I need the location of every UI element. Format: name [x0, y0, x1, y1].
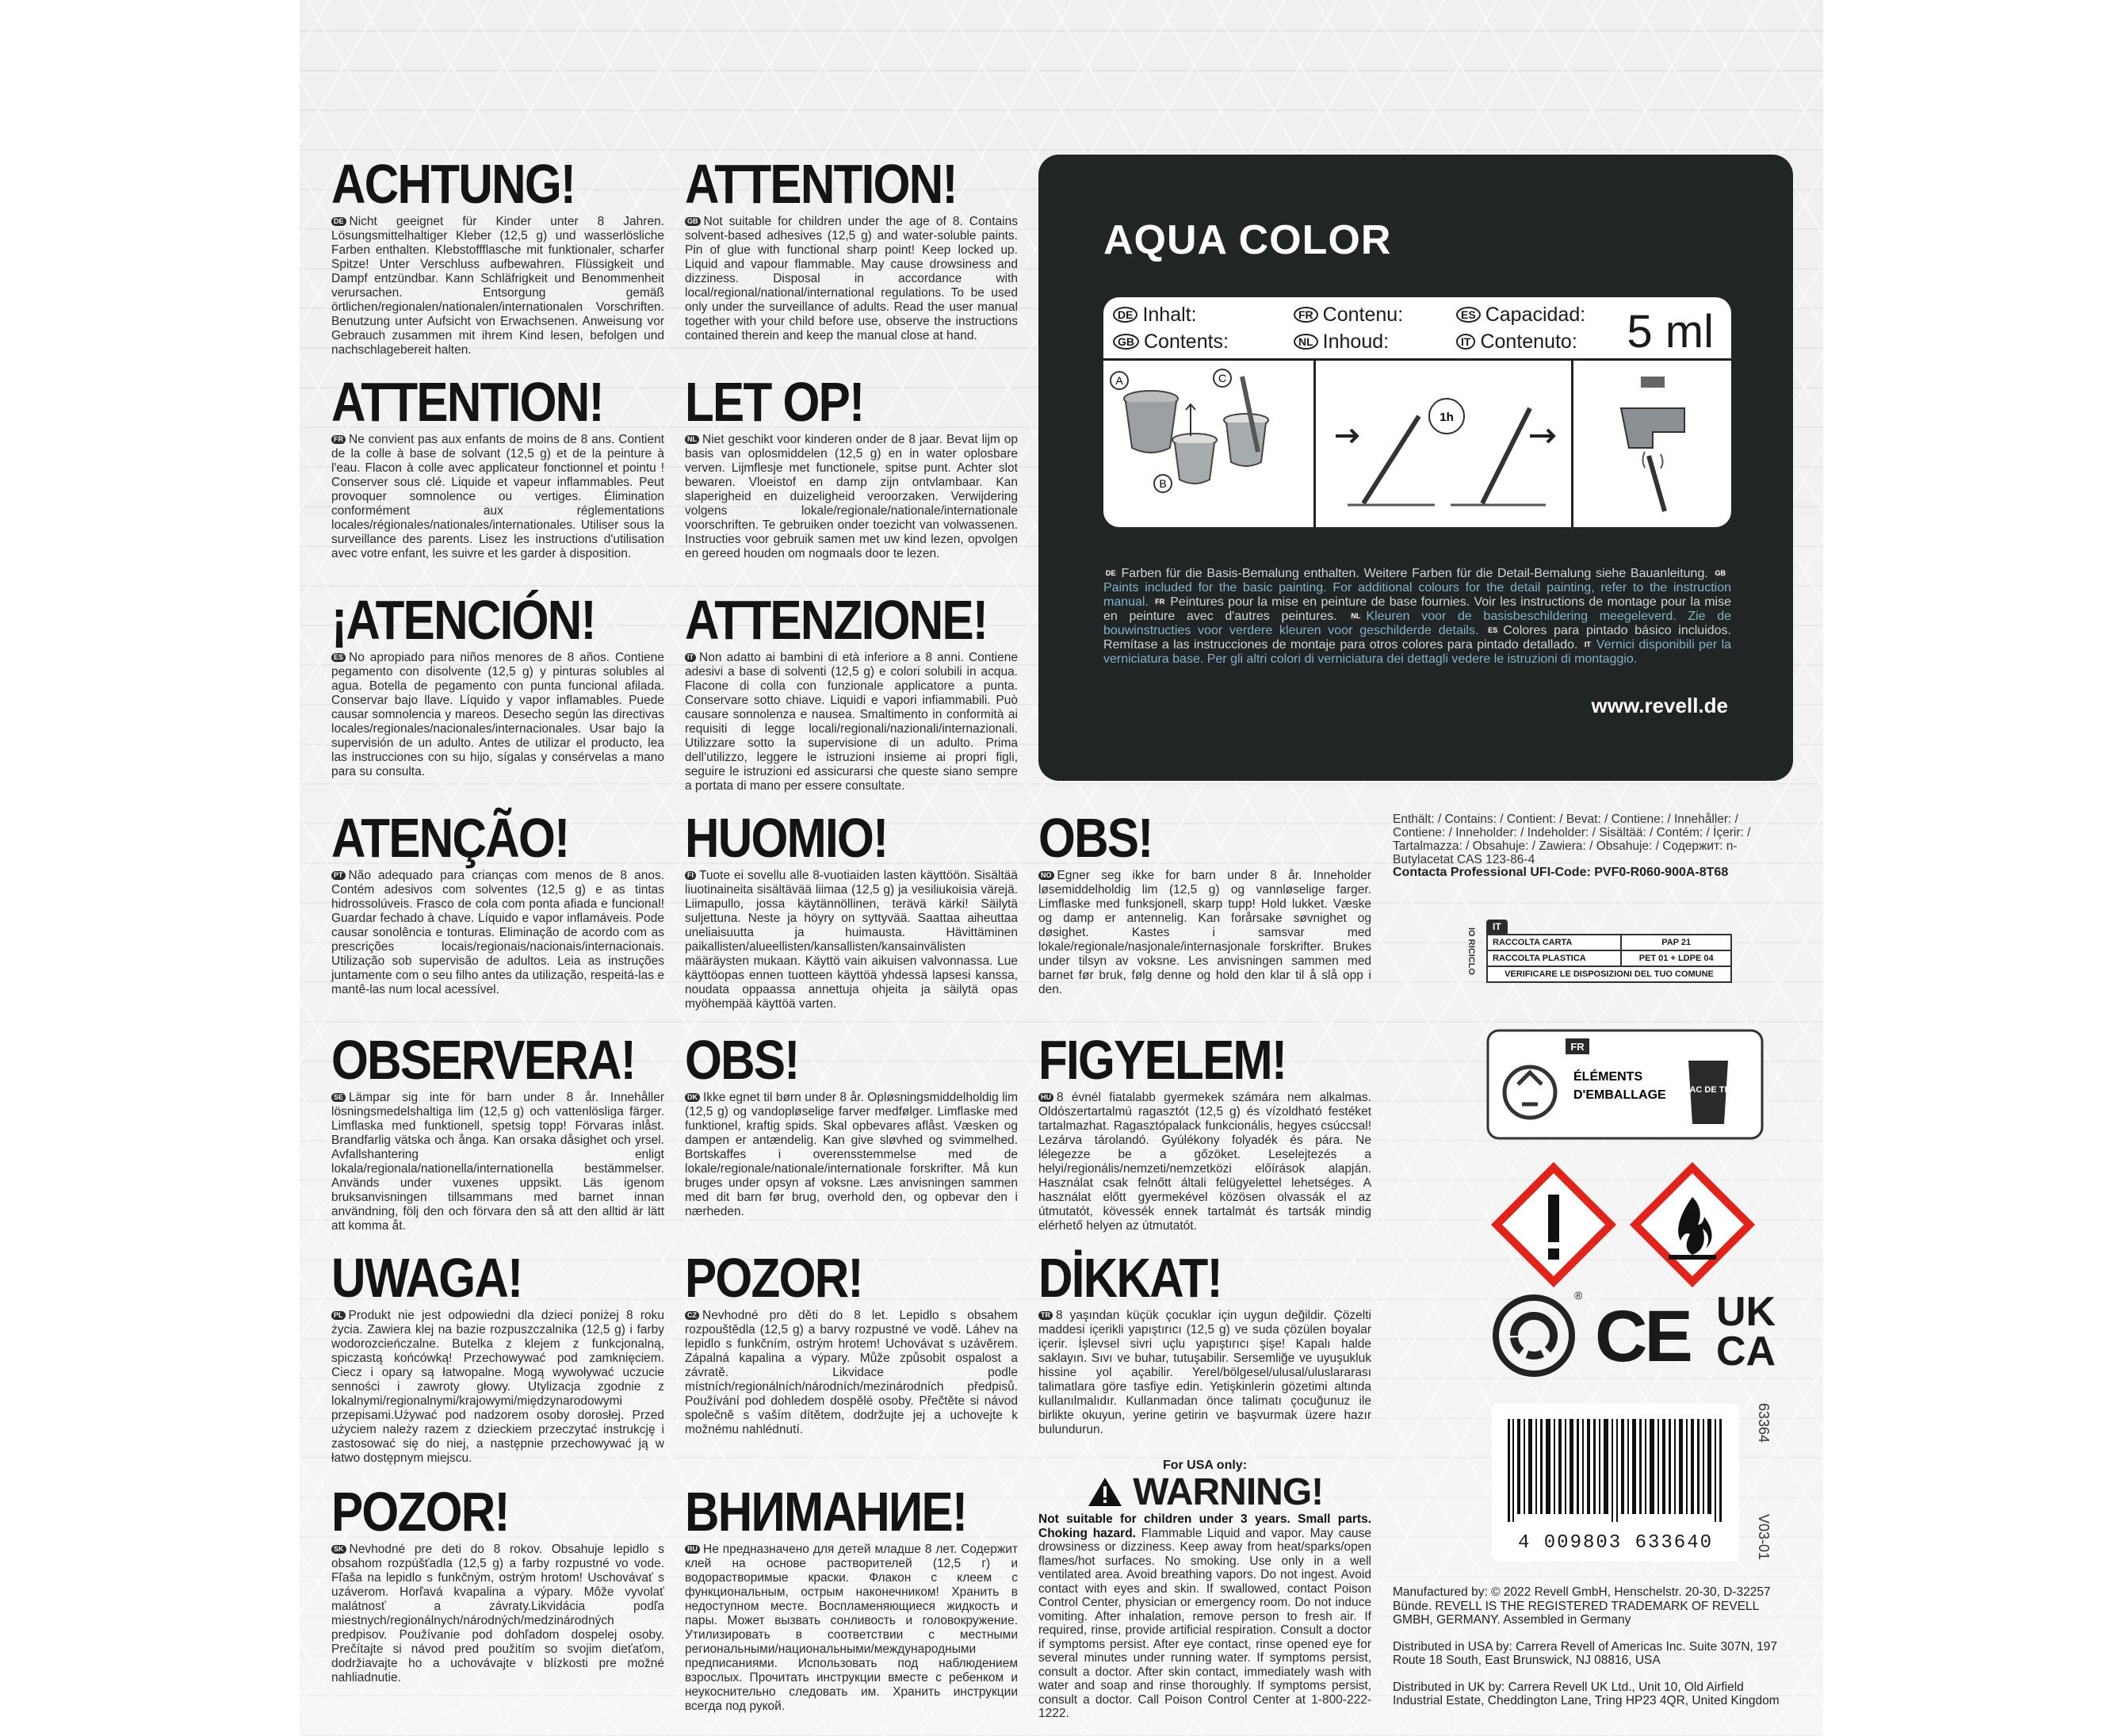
warning-text: NL Niet geschikt voor kinderen onder de 8 jaar. Bevat lijm op basis van oplosmiddelen (12,5 g) en in water oplosbare verven. Lijmflesje met functionele, spitse punt. Achter slot bewaren. Vloeistof en damp zijn ontvlambaar. Kan slaperigheid en duizeligheid veroorzaken. Verwijdering volgens lokale/regionale/nationale/internationale voorschriften. Te gebruiken onder toezicht van volwassenen. Instructies voor gebruik samen met uw kind lezen, opvolgen en gereed houden om nogmaals door te lezen. [685, 433, 1018, 560]
svg-text:C: C [1218, 372, 1227, 384]
warning-block-fi [685, 809, 1018, 1011]
note-gb: Paints included for the basic painting. For additional colours for the detail painting, refer to the instruction manual. [1103, 581, 1731, 609]
svg-text:B: B [1159, 477, 1167, 490]
contents-box [1103, 297, 1731, 527]
language-badge: NL [685, 435, 699, 444]
usa-warning-block [1038, 1459, 1371, 1721]
warning-text: TR 8 yaşından küçük çocuklar için uygun değildir. Çözelti maddesi içerikli yapıştırıcı (12,5 g) ve suda çözülen boyalar içerir. İşlevsel sivri uçlu yapıştırıcı şişe! Kapalı halde saklayın. Sıvı ve buhar, tutuşabilir. Sersemliğe ve uyuşukluk hissine yol açabilir. Yerel/bölgesel/ulusal/uluslararası talimatlara göre tasfiye edin. Yetişkinlerin gözetimi altında kullanılmalıdır. Kullanmadan önce talimatı çocuğunuz ile birlikte okuyun, yerine getirin ve başvurmak üzere hazır bulundurun. [1038, 1309, 1371, 1436]
table-cell: PAP 21 [1621, 935, 1731, 950]
article-number: 63364 [1756, 1403, 1772, 1443]
warning-title: ATTENTION! [685, 153, 957, 215]
warning-text: GB Not suitable for children under the age of 8. Contains solvent-based adhesives (12,5 g) and water-soluble paints. Pin of glue with functional sharp point! Keep locked up. Liquid and vapour flammable. May cause drowsiness and dizziness. Disposal in accordance with local/regional/national/international regulations. To be used only under the surveillance of adults. Read the user manual together with your child before use, observe the instructions contained therein and keep the manual close at hand. [685, 215, 1018, 342]
table-cell: VERIFICARE LE DISPOSIZIONI DEL TUO COMUNE [1487, 966, 1731, 982]
warning-title: ВНИМАНИЕ! [685, 1481, 967, 1543]
table-cell: RACCOLTA CARTA [1487, 935, 1621, 950]
contents-label-de: DE Inhalt: [1113, 304, 1197, 327]
language-badge: GB [1713, 569, 1729, 578]
warning-block-hu [1038, 1031, 1371, 1233]
contents-label-it: IT Contenuto: [1456, 331, 1577, 354]
warning-title: OBS! [685, 1029, 799, 1091]
warning-title: LET OP! [685, 371, 864, 433]
ufi-code: Contacta Professional UFI-Code: PVF0-R060-900A-8T68 [1393, 866, 1729, 879]
language-badge: DE [331, 217, 346, 226]
language-badge: NO [1038, 871, 1054, 880]
certification-marks [1490, 1289, 1791, 1387]
warning-title: ATTENTION! [331, 371, 603, 433]
warning-block-nl [685, 373, 1018, 561]
warning-title: ¡ATENCIÓN! [331, 589, 595, 651]
paint-brush-icon [1316, 361, 1573, 527]
table-row [1487, 966, 1731, 982]
manufacturer-info [1393, 1585, 1789, 1721]
warning-text: DE Nicht geeignet für Kinder unter 8 Jahren. Lösungsmittelhaltiger Kleber (12,5 g) und wasserlösliche Farben enthalten. Klebstoffflasche mit funktionaler, scharfer Spitze! Unter Verschluss aufbewahren. Flüssigkeit und Dampf entzündbar. Kann Schläfrigkeit und Benommenheit verursachen. Entsorgung gemäß örtlichen/regionalen/nationalen/internationalen Vorschriften. Benutzung unter Aufsicht von Erwachsenen. Anweisung vor Gebrauch zusammen mit ihrem Kind lesen, befolgen und nachschlagebereit halten. [331, 215, 664, 357]
barcode-number: 4 009803 633640 [1517, 1532, 1714, 1554]
paint-pot-icon [1103, 361, 1313, 527]
warning-block-pl [331, 1248, 664, 1466]
step-open-paint-pots [1103, 361, 1313, 527]
language-badge: TR [1038, 1311, 1053, 1320]
language-badge: SE [331, 1093, 346, 1102]
version-code: V03-01 [1756, 1514, 1772, 1561]
distributed-usa: Distributed in USA by: Carrera Revell of Americas Inc. Suite 307N, 197 Route 18 South, East Brunswick, NJ 08816, USA [1393, 1639, 1778, 1667]
warning-text: FR Ne convient pas aux enfants de moins de 8 ans. Contient de la colle à base de solvant (12,5 g) et de la peinture à l'eau. Flacon à colle avec applicateur fonctionnel et pointu ! Conserver sous clé. Liquide et vapeur inflammables. Peut provoquer somnolence ou vertiges. Élimination conformément aux réglementations locales/régionales/nationales/internationales. Utiliser sous la surveillance des parents. Lisez les instructions d'utilisation avec votre enfant, les suivre et les garder à disposition. [331, 433, 664, 560]
warning-text: NO Egner seg ikke for barn under 8 år. Inneholder løsemiddelholdig lim (12,5 g) og vannløselige farger. Limflaske med funksjonell, skarp tupp! Hold lukket. Væske og damp er antennelig. Kan forårsake søvnighet og døsighet. Kastes i samsvar med lokale/regionale/nasjonale/internasjonale forskrifter. Brukes under tilsyn av voksne. Les anvisningen sammen med barnet før bruk, følg denne og hold den klar til å slå opp i den. [1038, 869, 1371, 996]
table-row [1487, 950, 1731, 966]
svg-text:ÉLÉMENTS: ÉLÉMENTS [1573, 1070, 1643, 1084]
note-it: Vernici disponibili per la verniciatura base. Per gli altri colori di verniciatura dei dettagli vedere le istruzioni di montaggio. [1103, 638, 1732, 666]
website-url: www.revell.de [1591, 694, 1728, 717]
contents-label-fr: FR Contenu: [1294, 304, 1403, 327]
warning-text: FI Tuote ei sovellu alle 8-vuotiaiden lasten käyttöön. Sisältää liuotinaineita sisältävää liimaa (12,5 g) ja vesiliukoisia värejä. Liimapullo, jossa käytännöllinen, terävä kärki! Säilytä suljettuna. Neste ja höyry on syttyvää. Saattaa aiheuttaa uneliaisuutta ja huimausta. Hävittäminen paikallisten/alueellisten/kansallisten/kansainvälisten määräysten mukaan. Käyttö vain aikuisen valvonnassa. Lue käyttöopas ennen tuotteen käyttöä yhdessä lapsesi kanssa, noudata oppaassa annettuja ohjeita ja säilytä opas myöhempää käyttöä varten. [685, 869, 1018, 1011]
warning-text: HU 8 évnél fiatalabb gyermekek számára nem alkalmas. Oldószertartalmú ragasztót (12,5 g) és vízoldható festéket tartalmazhat. Ragasztópalack funkcionális, hegyes csúccsal! Lezárva tárolandó. Gyúlékony folyadék és pára. Ne lélegezze be a gőzöket. Leselejtezés a helyi/regionális/nemzeti/nemzetközi előírások alapján. Használat csak felnőtt általi felügyelettel lehetséges. A használat előtt gyermekével közösen olvassák el az útmutatót, kövessék ennek tartalmát és tartsák mindig elérhető helyen az útmutatót. [1038, 1091, 1371, 1233]
language-badge: FR [331, 435, 346, 444]
warning-block-fr [331, 373, 664, 561]
warning-block-no [1038, 809, 1371, 997]
warning-text: RU Не предназначено для детей младше 8 лет. Содержит клей на основе растворителей (12,5 г) и водорастворимые краски. Флакон с клеем с функциональным, острым наконечником! Хранить в недоступном месте. Воспламеняющиеся жидкость и пары. Может вызвать сонливость и головокружение. Утилизировать в соответствии с местными региональными/национальными/международными предписаниями. Использовать под наблюдением взрослых. Прочитать инструкции вместе с ребенком и неукоснительно следовать им. Хранить инструкции всегда под рукой. [685, 1543, 1018, 1713]
ce-mark: CE [1595, 1296, 1690, 1377]
green-dot-icon [1490, 1292, 1577, 1379]
warning-block-sk [331, 1482, 664, 1685]
warning-text: CZ Nevhodné pro děti do 8 let. Lepidlo s obsahem rozpouštědla (12,5 g) a barvy rozpustné ve vodě. Láhev na lepidlo s funkčním, ostrým hrotem! Uchovávat s uzávěrem. Zápalná kapalina a výpary. Může způsobit ospalost a závratě. Likvidace podle místních/regionálních/národních/mezinárodních předpisů. Používání pod dohledem dospělé osoby. Přečtěte si návod společně s vaším dítětem, dodržujte jej a uchovejte k možnému nahlédnutí. [685, 1309, 1018, 1436]
svg-text:1h: 1h [1440, 411, 1454, 424]
aqua-color-card [1038, 155, 1793, 781]
warning-title: ATENÇÃO! [331, 807, 569, 869]
step-wash-brush [1571, 361, 1731, 527]
io-riciclo-label: IO RICICLO [1466, 927, 1476, 975]
table-cell: RACCOLTA PLASTICA [1487, 950, 1621, 966]
warning-block-cz [685, 1248, 1018, 1437]
warning-title: HUOMIO! [685, 807, 888, 869]
distributed-uk: Distributed in UK by: Carrera Revell UK Ltd., Unit 10, Old Airfield Industrial Estate, Cheddington Lane, Tring HP23 4QR, United Kingdom [1393, 1680, 1780, 1707]
language-badge: FR [1153, 598, 1167, 606]
warning-text: PL Produkt nie jest odpowiedni dla dzieci poniżej 8 roku życia. Zawiera klej na bazie rozpuszczalnika (12,5 g) i farby wodorozcieńczalne. Butelka z klejem z funkcjonalną, spiczastą końcówką! Przechowywać pod zamknięciem. Ciecz i opary są łatwopalne. Mogą wywoływać uczucie senności i zawroty głowy. Utylizacja zgodnie z lokalnymi/regionalnymi/krajowymi/międzynarodowymi przepisami.Używać pod nadzorem osoby dorosłej. Przed użyciem należy razem z dzieckiem przeczytać instrukcję i zastosować się do niej, a następnie przechowywać ją w łatwo dostępnym miejscu. [331, 1309, 664, 1465]
step-paint-and-dry [1313, 361, 1571, 527]
language-badge: ES [1485, 626, 1500, 635]
language-badge: HU [1038, 1093, 1053, 1102]
warning-title: ATTENZIONE! [685, 589, 988, 651]
language-badge: PL [331, 1311, 346, 1320]
language-badge: PT [331, 871, 346, 880]
note-fr: Peintures pour la mise en peinture de base fournies. Voir les instructions de montage pour la mise en peinture avec d'autres peintures. [1103, 595, 1731, 623]
barcode [1492, 1403, 1739, 1562]
svg-text:A: A [1115, 374, 1123, 387]
warning-title: OBSERVERA! [331, 1029, 636, 1091]
language-badge: FI [685, 871, 696, 880]
note-de: Farben für die Basis-Bemalung enthalten. Weitere Farben für die Detail-Bemalung siehe Bauanleitung. [1121, 567, 1708, 580]
warning-block-de [331, 155, 664, 358]
language-badge: RU [685, 1545, 700, 1554]
language-badge: DE [1103, 569, 1118, 578]
language-badge: GB [685, 217, 701, 226]
manufactured-by: Manufactured by: © 2022 Revell GmbH, Henschelstr. 20-30, D-32257 Bünde. REVELL IS THE REGISTERED TRADEMARK OF REVELL GMBH, GERMANY. Assembled in Germany [1393, 1585, 1771, 1627]
language-badge: SK [331, 1545, 346, 1554]
contents-label-gb: GB Contents: [1113, 331, 1229, 354]
barcode-bars-icon [1492, 1411, 1739, 1530]
warning-block-se [331, 1031, 664, 1233]
svg-text:BAC DE TRI: BAC DE TRI [1683, 1085, 1734, 1095]
warning-text: PT Não adequado para crianças com menos de 8 anos. Contém adesivos com solventes (12,5 g) e as tintas hidrossolúveis. Frasco de cola com ponta afiada e funcional! Guardar fechado à chave. Líquido e vapor inflamáveis. Pode causar sonolência e tonturas. Eliminação de acordo com as prescrições locais/regionais/nacionais/internacionais. Utilização sob supervisão de adultos. Leia as instruções juntamente com o seu filho antes da utilização, respeitá-las e mantê-las num local acessível. [331, 869, 664, 996]
warning-block-pt [331, 809, 664, 997]
warning-block-es [331, 591, 664, 779]
language-badge: IT [1582, 640, 1593, 649]
warning-text: SE Lämpar sig inte för barn under 8 år. Innehåller lösningsmedelshaltiga lim (12,5 g) och vattenlösliga färger. Limflaska med funktionell, spetsig topp! Förvaras inlåst. Brandfarlig vätska och ånga. Kan orsaka dåsighet och yrsel. Avfallshantering enligt lokala/regionala/nationella/internationella bestämmelser. Används under vuxenes uppsikt. Läs igenom bruksanvisningen tillsammans med barnet innan användning, följ den och förvara den så att den alltid är lätt att komma åt. [331, 1091, 664, 1233]
aqua-color-title: AQUA COLOR [1103, 217, 1392, 263]
usa-warning-heading: WARNING! [1038, 1473, 1371, 1512]
table-cell: PET 01 + LDPE 04 [1621, 950, 1731, 966]
warning-block-it [685, 591, 1018, 793]
usa-warning-text: Not suitable for children under 3 years. Small parts. Choking hazard. Flammable Liquid and vapor. May cause drowsiness or dizziness. Keep away from heat/sparks/open flames/hot surfaces. No smoking. Use only in a well ventilated area. Avoid breathing vapors. Do not ingest. Avoid contact with eyes and skin. If swallowed, contact Poison Control Center, physician or emergency room. Do not induce vomiting. After inhalation, remove person to fresh air. If required, rinse, provide artificial respiration. Consult a doctor if symptoms persist. After eye contact, rinse opened eye for several minutes under running water. If symptoms persist, consult a doctor. After skin contact, immediately wash with water and soap and rinse thoroughly. If symptoms persist, consult a doctor. Call Poison Control Center at 1-800-222-1222. [1038, 1512, 1371, 1720]
italian-recycling-table [1486, 920, 1732, 999]
registered-mark: ® [1574, 1289, 1583, 1302]
table-row [1487, 935, 1731, 950]
hazard-pictograms [1490, 1161, 1760, 1296]
language-badge: IT [685, 653, 696, 662]
contents-row [1103, 297, 1731, 361]
water-tap-icon [1573, 361, 1731, 527]
warning-title: UWAGA! [331, 1247, 522, 1309]
warning-title: POZOR! [685, 1247, 862, 1309]
contents-label-es: ES Capacidad: [1456, 304, 1585, 327]
triman-recycling-box [1486, 1029, 1764, 1140]
language-badge: DK [685, 1093, 700, 1102]
language-badge: NL [1348, 612, 1363, 621]
aqua-notes [1103, 567, 1731, 667]
warning-text: IT Non adatto ai bambini di età inferiore a 8 anni. Contiene adesivi a base di solventi (12,5 g) e colori solubili in acqua. Flacone di colla con funzionale applicatore a punta. Conservare sotto chiave. Liquidi e vapori infiammabili. Può causare sonnolenza e nausea. Smaltimento in conformità ai requisiti di legge locali/regionali/nazionali/internazionali. Utilizzare sotto la supervisione di un adulto. Prima dell'utilizzo, leggere le istruzioni insieme ai propri figli, seguire le istruzioni ed assicurarsi che queste siano sempre a portata di mano per essere consultate. [685, 651, 1018, 793]
recycling-tag-it: IT [1486, 920, 1508, 934]
warning-title: ACHTUNG! [331, 153, 575, 215]
triman-icon [1486, 1029, 1764, 1140]
warning-title: FIGYELEM! [1038, 1029, 1287, 1091]
contains-statement: Enthält: / Contains: / Contient: / Bevat: / Contiene: / Innehåller: / Contiene: / Inneholder: / Indeholder: / Sisältää: / Contém: / İçerir: / Tartalmazza: / Obsahuje: / Zawiera: / Obsahuje: / Содержит: n-Butylacetat CAS 123-86-4 [1393, 813, 1751, 866]
language-badge: CZ [685, 1311, 699, 1320]
warning-title: DİKKAT! [1038, 1247, 1222, 1309]
warning-title: OBS! [1038, 807, 1153, 869]
warning-block-dk [685, 1031, 1018, 1219]
volume-value: 5 ml [1627, 306, 1714, 358]
svg-text:FR: FR [1570, 1041, 1585, 1053]
note-nl: Kleuren voor de basisbeschildering meegeleverd. Zie de bouwinstructies voor verdere kleuren voor geschilderde details. [1103, 610, 1731, 637]
language-badge: ES [331, 653, 346, 662]
recycling-table [1486, 934, 1732, 983]
ukca-mark: UK CA [1716, 1289, 1776, 1375]
warning-text: SK Nevhodné pre deti do 8 rokov. Obsahuje lepidlo s obsahom rozpúšťadla (12,5 g) a farby rozpustné vo vode. Fľaša na lepidlo s funkčným, ostrým hrotom! Uschovávať s uzáverom. Horľavá kvapalina a výpary. Môže vyvolať malátnosť a závraty.Likvidácia podľa miestnych/regionálnych/národných/medzinárodných predpisov. Používanie pod dohľadom dospelej osoby. Prečítajte si návod pred použitím so svojim dieťaťom, dodržiavajte ho a uchovávajte v blízkosti pre možné nahliadnutie. [331, 1543, 664, 1684]
warning-text: ES No apropiado para niños menores de 8 años. Contiene pegamento con disolvente (12,5 g) y pinturas solubles al agua. Botella de pegamento con punta funcional afilada. Conservar bajo llave. Líquido y vapor inflamables. Puede causar somnolencia y mareos. Desecho según las directivas locales/regionales/nacionales/internacionales. Usar bajo la supervisión de un adulto. Antes de utilizar el producto, lea las instrucciones con su hijo, sígalas y consérvelas a mano para su consulta. [331, 651, 664, 778]
note-es: Colores para pintado básico incluidos. Remítase a las instrucciones de montaje para otros colores para pintado detallado. [1103, 624, 1731, 652]
warning-text: DK Ikke egnet til børn under 8 år. Opløsningsmiddelholdig lim (12,5 g) og vandopløselige farver medfølger. Limflaske med funktionel, kraftig spids. Skal opbevares aflåst. Væsken og dampen er antændelig. Kan give sløvhed og svimmelhed. Bortskaffes i overensstemmelse med de lokale/regionale/nationale/internationale forskrifter. Må kun bruges under opsyn af voksne. Læs anvisningen sammen med dit barn før brug, overhold den, og opbevar den i nærheden. [685, 1091, 1018, 1218]
warning-triangle-icon [1087, 1476, 1123, 1508]
flame-hazard-icon [1625, 1161, 1760, 1296]
contents-label-nl: NL Inhoud: [1294, 331, 1389, 354]
warning-block-ru [685, 1482, 1018, 1714]
warning-title: POZOR! [331, 1481, 509, 1543]
usa-label: For USA only: [1162, 1459, 1248, 1472]
svg-text:D'EMBALLAGE: D'EMBALLAGE [1573, 1088, 1666, 1102]
warning-block-tr [1038, 1248, 1371, 1437]
warning-block-gb [685, 155, 1018, 343]
